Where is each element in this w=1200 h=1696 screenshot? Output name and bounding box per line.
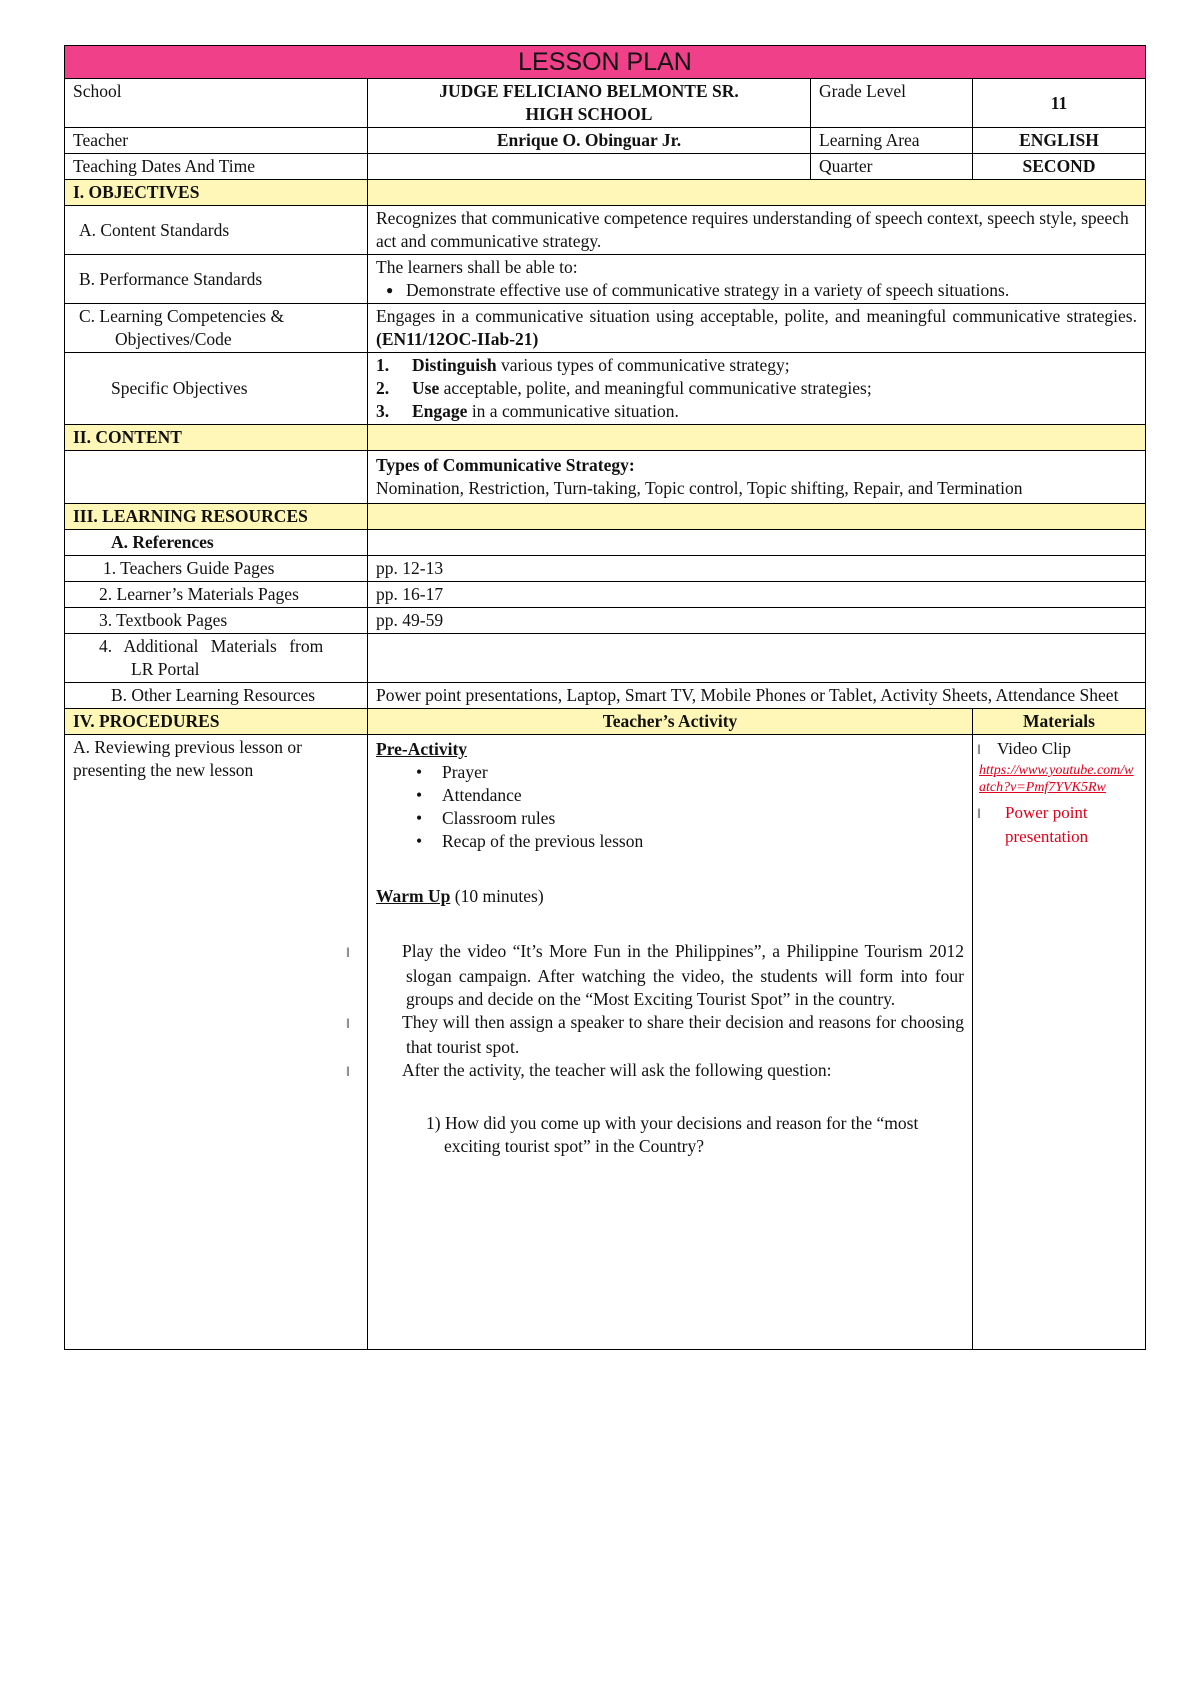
procedure-a-materials: [973, 735, 1146, 1350]
video-link[interactable]: https://www.youtube.com/watch?v=Pmf7YVK5Rw: [979, 763, 1134, 795]
content-standards-row: [65, 206, 1146, 255]
ppt-item: ‖ Power point presentation: [977, 803, 1089, 846]
bullet-icon: ‖: [977, 807, 981, 822]
additional-materials-label: 4. Additional Materials from LR Portal: [65, 634, 368, 683]
tg-value: pp. 12-13: [368, 556, 1146, 582]
bullet-icon: ‖: [346, 1017, 350, 1032]
procedure-a-row: [65, 735, 1146, 1350]
school-label: School: [65, 79, 368, 128]
materials-heading: Materials: [973, 709, 1146, 735]
pre-activity-list: [376, 761, 964, 853]
list-item: ‖ They will then assign a speaker to share their decision and reasons for choosing that tourist spot.: [346, 1012, 964, 1057]
quarter-value: SECOND: [973, 154, 1146, 180]
video-clip-item: ‖ Video Clip: [977, 738, 1137, 762]
other-resources-label: B. Other Learning Resources: [65, 683, 368, 709]
dates-value: [368, 154, 811, 180]
procedures-heading-row: [65, 709, 1146, 735]
school-value: JUDGE FELICIANO BELMONTE SR. HIGH SCHOOL: [368, 79, 811, 128]
grade-value: 11: [973, 79, 1146, 128]
list-item: • Recap of the previous lesson: [376, 830, 964, 853]
tg-row: [65, 556, 1146, 582]
lesson-plan-table: [64, 45, 1146, 1350]
tb-value: pp. 49-59: [368, 608, 1146, 634]
lm-row: [65, 582, 1146, 608]
specific-objectives-row: [65, 353, 1146, 425]
lm-value: pp. 16-17: [368, 582, 1146, 608]
competencies-value: Engages in a communicative situation using acceptable, polite, and meaningful communicative strategies. (EN11/12OC-IIab-21): [368, 304, 1146, 353]
content-standards-value: Recognizes that communicative competence requires understanding of speech context, speech style, speech act and communicative strategy.: [368, 206, 1146, 255]
list-item: • Attendance: [376, 784, 964, 807]
area-value: ENGLISH: [973, 128, 1146, 154]
lesson-plan-document: [64, 45, 1145, 1350]
competency-code: (EN11/12OC-IIab-21): [376, 329, 539, 349]
area-label: Learning Area: [811, 128, 973, 154]
other-resources-row: [65, 683, 1146, 709]
list-item: 3. Engage in a communicative situation.: [376, 401, 679, 421]
objectives-heading-row: [65, 180, 1146, 206]
lm-label: 2. Learner’s Materials Pages: [65, 582, 368, 608]
list-item: • Prayer: [376, 761, 964, 784]
references-label: A. References: [65, 530, 368, 556]
content-heading-row: [65, 425, 1146, 451]
list-item: 2. Use acceptable, polite, and meaningful communicative strategies;: [376, 378, 872, 398]
page-title: LESSON PLAN: [65, 46, 1146, 79]
list-item: ‖ Play the video “It’s More Fun in the Philippines”, a Philippine Tourism 2012 slogan campaign. After watching the video, the students will form into four groups and decide on the “Most Exciting Tourist Spot” in the country.: [346, 941, 964, 1009]
competencies-label: C. Learning Competencies & Objectives/Code: [65, 304, 368, 353]
teacher-row: [65, 128, 1146, 154]
bullet-icon: ‖: [977, 743, 981, 758]
competencies-row: [65, 304, 1146, 353]
bullet-icon: ‖: [346, 1065, 350, 1080]
activity-heading: Teacher’s Activity: [368, 709, 973, 735]
warmup-heading: Warm Up (10 minutes): [376, 886, 544, 906]
performance-standards-row: [65, 255, 1146, 304]
resources-heading: III. LEARNING RESOURCES: [65, 504, 368, 530]
content-types-row: [65, 451, 1146, 504]
title-row: [65, 46, 1146, 79]
content-types-value: Types of Communicative Strategy: Nomination, Restriction, Turn-taking, Topic control, Topic shifting, Repair, and Termination: [368, 451, 1146, 504]
tg-label: 1. Teachers Guide Pages: [65, 556, 368, 582]
pre-activity-title: Pre-Activity: [376, 739, 468, 759]
list-item: • Classroom rules: [376, 807, 964, 830]
specific-objectives-list: [376, 354, 1137, 423]
performance-bullet: ● Demonstrate effective use of communicative strategy in a variety of speech situations.: [376, 279, 1137, 302]
other-resources-value: Power point presentations, Laptop, Smart TV, Mobile Phones or Tablet, Activity Sheets, Attendance Sheet: [368, 683, 1146, 709]
performance-standards-value: The learners shall be able to: ● Demonstrate effective use of communicative strategy in a variety of speech situations.: [368, 255, 1146, 304]
teacher-label: Teacher: [65, 128, 368, 154]
resources-heading-row: [65, 504, 1146, 530]
list-item: 1. Distinguish various types of communicative strategy;: [376, 355, 790, 375]
warmup-list: [346, 940, 964, 1084]
objectives-heading: I. OBJECTIVES: [65, 180, 368, 206]
quarter-label: Quarter: [811, 154, 973, 180]
tb-label: 3. Textbook Pages: [65, 608, 368, 634]
school-row: [65, 79, 1146, 128]
references-row: [65, 530, 1146, 556]
list-item: ‖ After the activity, the teacher will ask the following question:: [376, 1059, 964, 1084]
tb-row: [65, 608, 1146, 634]
procedures-heading: IV. PROCEDURES: [65, 709, 368, 735]
bullet-icon: ‖: [346, 946, 350, 961]
content-heading: II. CONTENT: [65, 425, 368, 451]
grade-label: Grade Level: [811, 79, 973, 128]
performance-standards-label: B. Performance Standards: [65, 255, 368, 304]
specific-objectives-value: [368, 353, 1146, 425]
teacher-value: Enrique O. Obinguar Jr.: [368, 128, 811, 154]
procedure-a-activity: [346, 735, 973, 1350]
content-standards-label: A. Content Standards: [65, 206, 368, 255]
dates-row: [65, 154, 1146, 180]
specific-objectives-label: Specific Objectives: [65, 353, 368, 425]
dates-label: Teaching Dates And Time: [65, 154, 368, 180]
guide-question: 1) How did you come up with your decisions and reason for the “most exciting tourist spot” in the Country?: [426, 1113, 919, 1156]
additional-materials-row: [65, 634, 1146, 683]
procedure-a-label: A. Reviewing previous lesson or presenting the new lesson: [65, 735, 368, 1350]
